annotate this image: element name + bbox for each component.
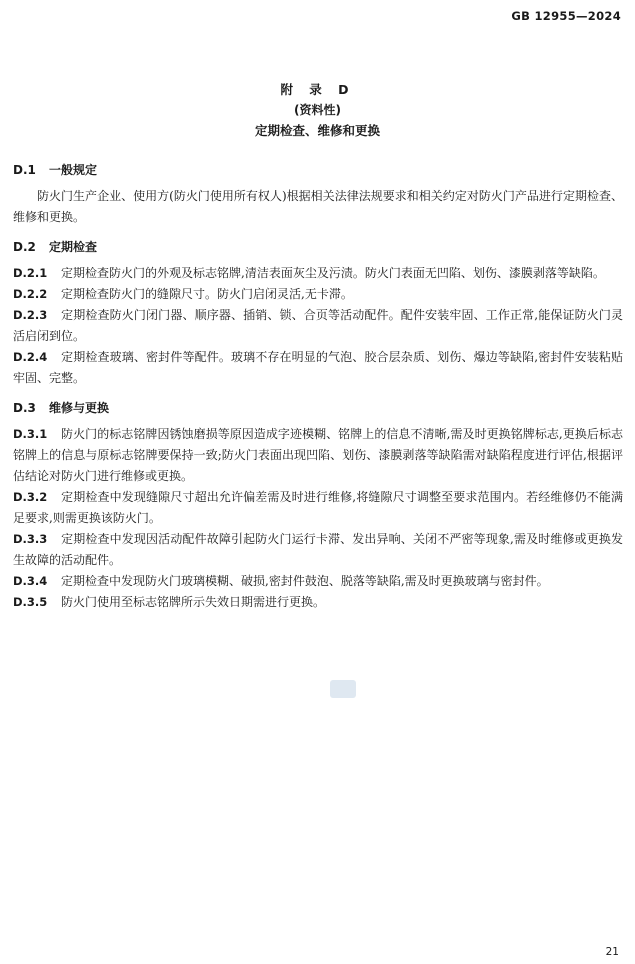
appendix-nature: (资料性) (294, 103, 341, 117)
document-body (13, 160, 623, 613)
section-number: D.3 (13, 401, 36, 415)
section-title-maintenance (13, 398, 623, 418)
clause-d-2-1 (13, 263, 623, 284)
clause-text: 防火门的标志铭牌因锈蚀磨损等原因造成字迹模糊、铭牌上的信息不清晰,需及时更换铭牌标志,更换后标志铭牌上的信息与原标志铭牌要保持一致;防火门表面出现凹陷、划伤、漆膜剥落等缺陷需对缺陷程度进行评估,根据评估结论对防火门进行维修或更换。 (13, 427, 623, 483)
appendix-title: 定期检查、维修和更换 (254, 123, 380, 138)
standard-code: GB 12955—2024 (511, 9, 621, 23)
clause-number: D.2.1 (13, 266, 48, 280)
clause-d-3-5 (13, 592, 623, 613)
clause-number: D.3.4 (13, 574, 48, 588)
clause-d-2-3 (13, 305, 623, 347)
clause-d-2-4 (13, 347, 623, 389)
page-number: 21 (605, 946, 619, 958)
clause-text: 定期检查中发现缝隙尺寸超出允许偏差需及时进行维修,将缝隙尺寸调整至要求范围内。若经维修仍不能满足要求,则需更换该防火门。 (13, 490, 623, 525)
clause-d-3-4 (13, 571, 623, 592)
watermark-logo (330, 680, 356, 698)
clause-number: D.3.5 (13, 595, 48, 609)
clause-d-3-2 (13, 487, 623, 529)
clause-text: 定期检查中发现防火门玻璃模糊、破损,密封件鼓泡、脱落等缺陷,需及时更换玻璃与密封件。 (61, 574, 549, 588)
clause-number: D.2.4 (13, 350, 48, 364)
section-number: D.2 (13, 240, 36, 254)
section-number: D.1 (13, 163, 36, 177)
clause-d-2-2 (13, 284, 623, 305)
clause-number: D.3.2 (13, 490, 48, 504)
section-title-inspection (13, 237, 623, 257)
general-paragraph: 防火门生产企业、使用方(防火门使用所有权人)根据相关法律法规要求和相关约定对防火门产品进行定期检查、维修和更换。 (13, 189, 623, 224)
clause-number: D.2.3 (13, 308, 48, 322)
clause-text: 定期检查防火门闭门器、顺序器、插销、锁、合页等活动配件。配件安装牢固、工作正常,能保证防火门灵活启闭到位。 (13, 308, 623, 343)
clause-d-3-1 (13, 424, 623, 487)
clause-text: 定期检查中发现因活动配件故障引起防火门运行卡滞、发出异响、关闭不严密等现象,需及时维修或更换发生故障的活动配件。 (13, 532, 623, 567)
clause-text: 定期检查玻璃、密封件等配件。玻璃不存在明显的气泡、胶合层杂质、划伤、爆边等缺陷,密封件安装粘贴牢固、完整。 (13, 350, 623, 385)
clause-text: 防火门使用至标志铭牌所示失效日期需进行更换。 (61, 595, 326, 609)
section-title-text: 定期检查 (49, 240, 98, 254)
clause-text: 定期检查防火门的缝隙尺寸。防火门启闭灵活,无卡滞。 (61, 287, 353, 301)
clause-number: D.3.3 (13, 532, 48, 546)
section-title-text: 一般规定 (49, 163, 98, 177)
appendix-heading (0, 80, 635, 142)
clause-text: 定期检查防火门的外观及标志铭牌,清洁表面灰尘及污渍。防火门表面无凹陷、划伤、漆膜剥落等缺陷。 (61, 266, 605, 280)
section-title-text: 维修与更换 (49, 401, 110, 415)
clause-d-3-3 (13, 529, 623, 571)
clause-number: D.2.2 (13, 287, 48, 301)
appendix-label: 附 录 D (280, 82, 355, 97)
clause-number: D.3.1 (13, 427, 48, 441)
section-title-general (13, 160, 623, 180)
